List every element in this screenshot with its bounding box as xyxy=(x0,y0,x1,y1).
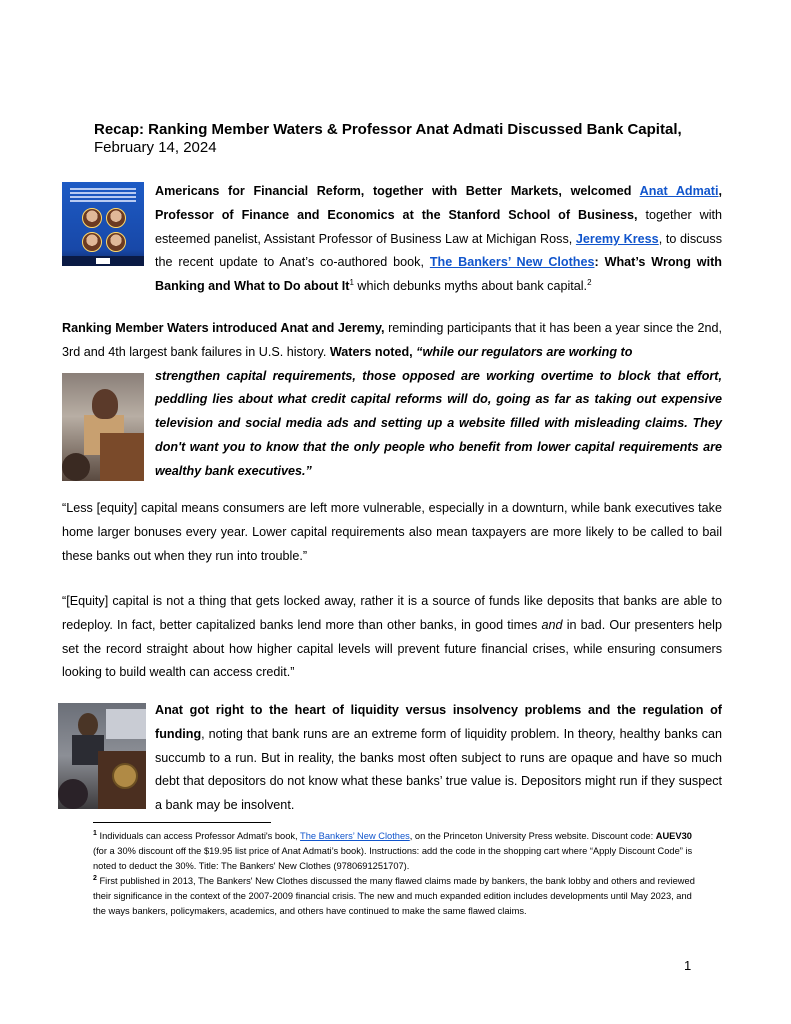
page-number: 1 xyxy=(684,958,692,973)
anat-paragraph: Anat got right to the heart of liquidity versus insolvency problems and the regulation of funding, noting that bank runs are an extreme form of liquidity problem. In theory, healthy banks can succumb to a run. But in reality, the banks most often subject to runs are opaque and have so much debt that depositors do not know what these banks’ true value is. Depositors might run if they suspect a bank may be insolvent. xyxy=(155,703,722,813)
footnotes xyxy=(93,829,703,919)
waters-section xyxy=(62,317,722,484)
waters-quote: strengthen capital requirements, those opposed are working overtime to block that effort, peddling lies about what credit capital reforms will do, going as far as taking out expensive television and social media ads and setting up a website filled with misleading claims. They don't want you to know that the only people who benefit from lower capital requirements are wealthy bank executives.” xyxy=(155,368,722,478)
waters-intro-text: Ranking Member Waters introduced Anat and Jeremy, reminding participants that it has been a year since the 2nd, 3rd and 4th largest bank failures in U.S. history. Waters noted, “while our regulators are working to xyxy=(62,321,722,359)
page-title xyxy=(94,121,734,157)
kress-link[interactable]: Jeremy Kress xyxy=(575,231,659,246)
intro-paragraph: Americans for Financial Reform, together with Better Markets, welcomed Anat Admati, Professor of Finance and Economics at the Stanford School of Business, together with esteemed panelist, Assistant Professor of Business Law at Michigan Ross, Jeremy Kress, to discuss the recent update to Anat’s co-authored book, The Bankers’ New Clothes: What’s Wrong with Banking and What to Do about It$^1$ which debunks myths about bank capital.$^2$ xyxy=(155,184,723,294)
footnote-2: $^2$ First published in 2013, The Bankers' New Clothes discussed the many flawed claims made by bankers, the bank lobby and others and reviewed their significance in the context of the 2007-2009 financial crisis. The new and much expanded edition includes developments until May 2023, and the ways bankers, policymakers, academics, and others have continued to make the same flawed claims. xyxy=(93,874,695,916)
book-cover-image xyxy=(62,182,144,266)
footnote-1: $^1$ Individuals can access Professor Admati's book, The Bankers’ New Clothes, on the Princeton University Press website. Discount code: AUEV30 (for a 30% discount off the $19.95 list price of Anat Admati’s book). Instructions: add the code in the shopping cart where “Apply Discount Code” is noted to deduct the 30%. Title: The Bankers' New Clothes (9780691251707). xyxy=(93,829,693,871)
footnote-ref-1[interactable]: 1 xyxy=(349,278,354,287)
waters-photo xyxy=(62,373,144,481)
admati-link[interactable]: Anat Admati xyxy=(639,184,719,198)
footnote-divider xyxy=(93,822,271,823)
footnote-book-link[interactable]: The Bankers’ New Clothes xyxy=(300,831,410,841)
quote-paragraph-2: “Less [equity] capital means consumers are left more vulnerable, especially in a downturn, while bank executives take home larger bonuses every year. Lower capital requirements also mean taxpayers are more likely to be called to bail these banks out when they run into trouble.” xyxy=(62,501,722,563)
quote-paragraph-3: “[Equity] capital is not a thing that gets locked away, rather it is a source of funds like deposits that banks are able to redeploy. In fact, better capitalized banks lend more than other banks, in good times and in bad. Our presenters help set the record straight about how higher capital levels will prevent future financial crises, while ensuring consumers looking to build wealth can access credit.” xyxy=(62,594,722,680)
title-date: February 14, 2024 xyxy=(94,139,217,156)
book-link[interactable]: The Bankers’ New Clothes xyxy=(429,255,595,270)
footnote-ref-2[interactable]: 2 xyxy=(587,278,592,287)
anat-section xyxy=(62,699,722,818)
anat-photo xyxy=(58,703,146,809)
title-heading: Recap: Ranking Member Waters & Professor Anat Admati Discussed Bank Capital, xyxy=(94,121,682,138)
